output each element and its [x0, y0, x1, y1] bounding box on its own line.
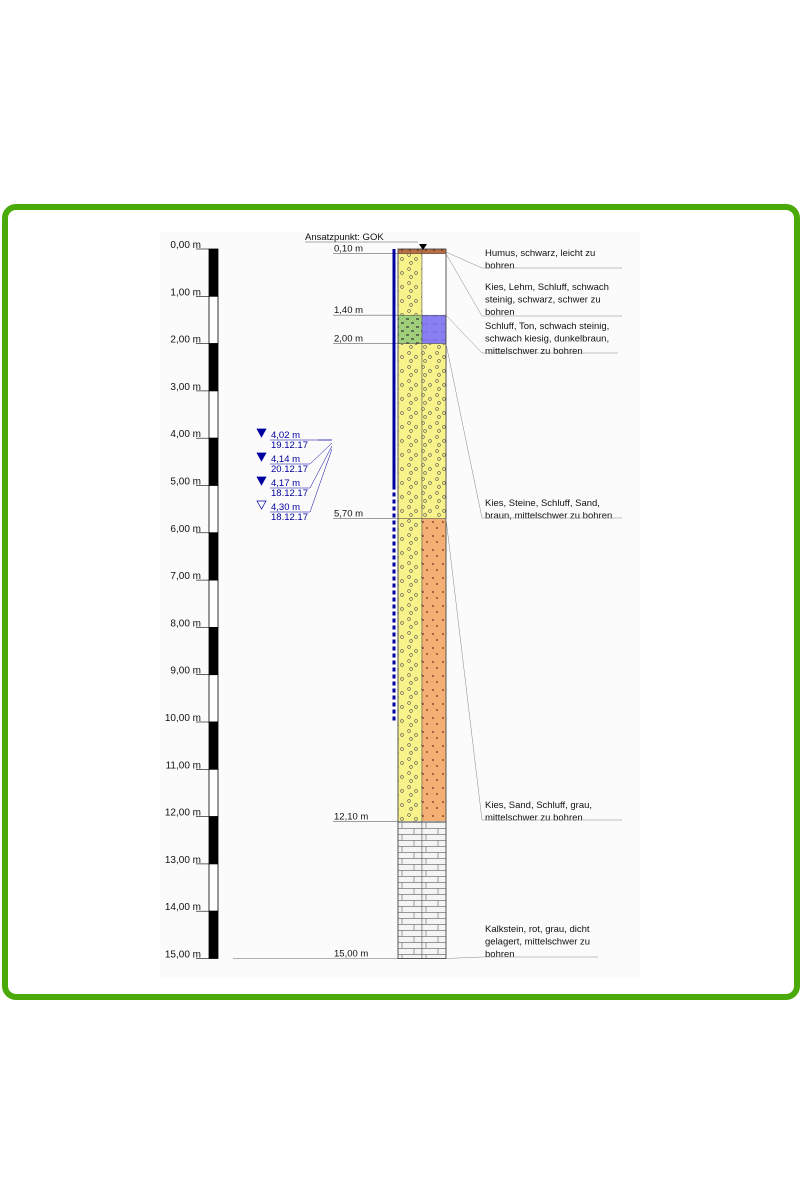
scale-label: 6,00 m — [170, 523, 201, 535]
layer-description: Schluff, Ton, schwach steinig, — [485, 321, 610, 332]
scale-label: 13,00 m — [164, 854, 201, 866]
layer-description: gelagert, mittelschwer zu — [485, 936, 591, 948]
layer-left-fill — [398, 249, 422, 254]
layer-description: Kies, Sand, Schluff, grau, — [485, 800, 593, 811]
scale-segment — [209, 817, 218, 864]
scale-segment — [209, 864, 218, 911]
layer-description: Kalkstein, rot, grau, dicht — [485, 924, 590, 935]
scale-segment — [209, 675, 218, 722]
layer-description: Humus, schwarz, leicht zu — [485, 248, 596, 259]
scale-label: 0,00 m — [170, 240, 201, 251]
groundwater-date: 18.12.17 — [271, 512, 308, 523]
scale-segment — [209, 533, 218, 580]
layer-description: schwach kiesig, dunkelbraun, — [485, 333, 610, 345]
scale-segment — [209, 722, 218, 769]
layer-description: braun, mittelschwer zu bohren — [485, 510, 613, 522]
layer-right-fill — [422, 344, 446, 519]
scale-label: 10,00 m — [164, 713, 201, 724]
layer-left-fill — [398, 344, 422, 519]
groundwater-date: 19.12.17 — [271, 440, 308, 451]
layer-description: Kies, Steine, Schluff, Sand, — [485, 498, 600, 509]
layer-description: steinig, schwarz, schwer zu — [485, 294, 601, 306]
layer-description: mittelschwer zu bohren — [485, 346, 583, 357]
layer-depth-label: 12,10 m — [334, 811, 369, 823]
scale-segment — [209, 486, 218, 533]
layer-right-fill — [422, 821, 446, 958]
layer-right-fill — [422, 315, 446, 343]
groundwater-depth: 4,14 m — [271, 454, 301, 465]
scale-label: 2,00 m — [170, 334, 201, 346]
layer-depth-label: 5,70 m — [334, 508, 364, 520]
scale-segment — [209, 391, 218, 438]
scale-segment — [209, 627, 218, 674]
scale-segment — [209, 580, 218, 627]
scale-label: 7,00 m — [170, 571, 201, 583]
layer-description: Kies, Lehm, Schluff, schwach — [485, 282, 609, 293]
scale-segment — [209, 438, 218, 485]
layer-left-fill — [398, 519, 422, 822]
groundwater-depth: 4,30 m — [271, 502, 301, 513]
layer-description: mittelschwer zu bohren — [485, 812, 583, 824]
scale-label: 4,00 m — [170, 429, 201, 441]
layer-depth-label: 2,00 m — [334, 333, 364, 345]
scale-label: 3,00 m — [170, 381, 201, 393]
layer-depth-label: 1,40 m — [334, 305, 364, 317]
layer-left-fill — [398, 315, 422, 343]
scale-segment — [209, 911, 218, 958]
groundwater-date: 20.12.17 — [271, 464, 308, 475]
reference-label: Ansatzpunkt: GOK — [305, 232, 384, 243]
layer-depth-label: 15,00 m — [334, 948, 369, 960]
scale-label: 1,00 m — [170, 287, 201, 299]
layer-description: bohren — [485, 307, 515, 318]
groundwater-date: 18.12.17 — [271, 488, 308, 499]
scale-label: 9,00 m — [170, 665, 201, 677]
scale-segment — [209, 296, 218, 343]
scale-label: 14,00 m — [164, 902, 201, 914]
scale-segment — [209, 769, 218, 816]
layer-description: bohren — [485, 949, 515, 960]
groundwater-depth: 4,17 m — [271, 478, 301, 489]
scale-label: 8,00 m — [170, 618, 201, 630]
layer-left-fill — [398, 254, 422, 315]
groundwater-depth: 4,02 m — [271, 430, 301, 441]
layer-right-fill — [422, 519, 446, 822]
layer-right-fill — [422, 249, 446, 254]
layer-description: bohren — [485, 260, 515, 272]
scale-segment — [209, 249, 218, 296]
layer-left-fill — [398, 821, 422, 958]
layer-depth-label: 0,10 m — [334, 243, 364, 255]
scale-label: 5,00 m — [170, 476, 201, 488]
scale-label: 15,00 m — [164, 949, 201, 961]
scale-label: 12,00 m — [164, 807, 201, 819]
layer-right-fill — [422, 254, 446, 315]
scale-label: 11,00 m — [165, 760, 201, 772]
scale-segment — [209, 344, 218, 391]
